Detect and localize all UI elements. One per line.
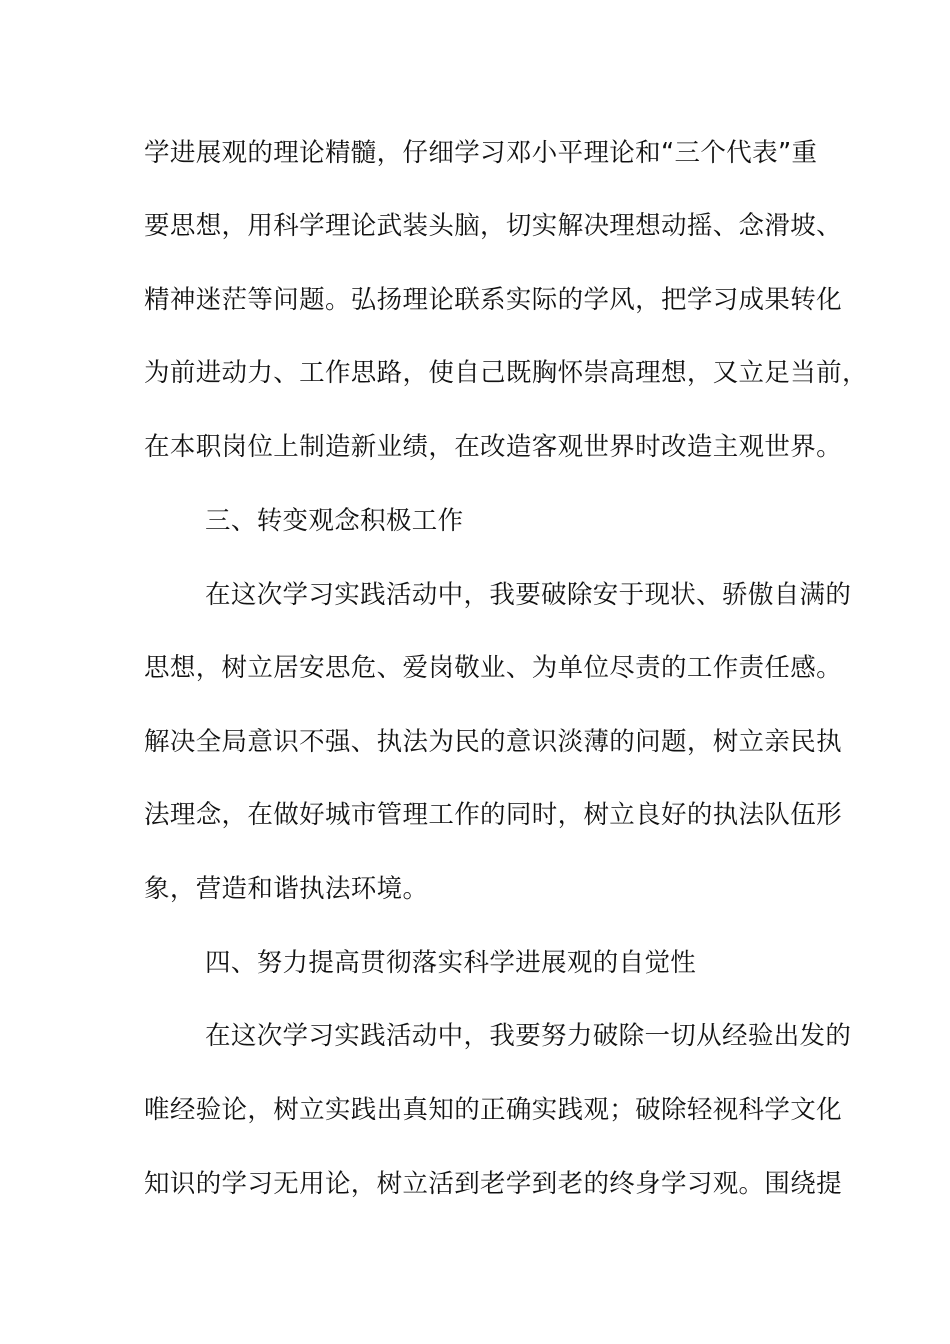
section-heading: 四、努力提高贯彻落实科学进展观的自觉性 <box>205 948 697 978</box>
section-heading: 三、转变观念积极工作 <box>205 506 464 536</box>
body-text-line: 思想，树立居安思危、爱岗敬业、为单位尽责的工作责任感。 <box>144 653 842 683</box>
body-text-line: 知识的学习无用论，树立活到老学到老的终身学习观。围绕提 <box>144 1169 842 1199</box>
body-text-line: 学进展观的理论精髓，仔细学习邓小平理论和“三个代表”重 <box>144 138 818 168</box>
body-text-line: 要思想，用科学理论武装头脑，切实解决理想动摇、念滑坡、 <box>144 211 842 241</box>
body-text-line: 法理念，在做好城市管理工作的同时，树立良好的执法队伍形 <box>144 800 842 830</box>
body-text-line: 为前进动力、工作思路，使自己既胸怀崇高理想，又立足当前， <box>144 358 868 388</box>
body-text-line: 在这次学习实践活动中，我要努力破除一切从经验出发的 <box>205 1021 852 1051</box>
body-text-line: 在这次学习实践活动中，我要破除安于现状、骄傲自满的 <box>205 580 852 610</box>
body-text-line: 象，营造和谐执法环境。 <box>144 874 429 904</box>
body-text-line: 解决全局意识不强、执法为民的意识淡薄的问题，树立亲民执 <box>144 727 842 757</box>
body-text-line: 唯经验论，树立实践出真知的正确实践观；破除轻视科学文化 <box>144 1095 842 1125</box>
body-text-line: 在本职岗位上制造新业绩，在改造客观世界时改造主观世界。 <box>144 432 842 462</box>
body-text-line: 精神迷茫等问题。弘扬理论联系实际的学风，把学习成果转化 <box>144 285 842 315</box>
